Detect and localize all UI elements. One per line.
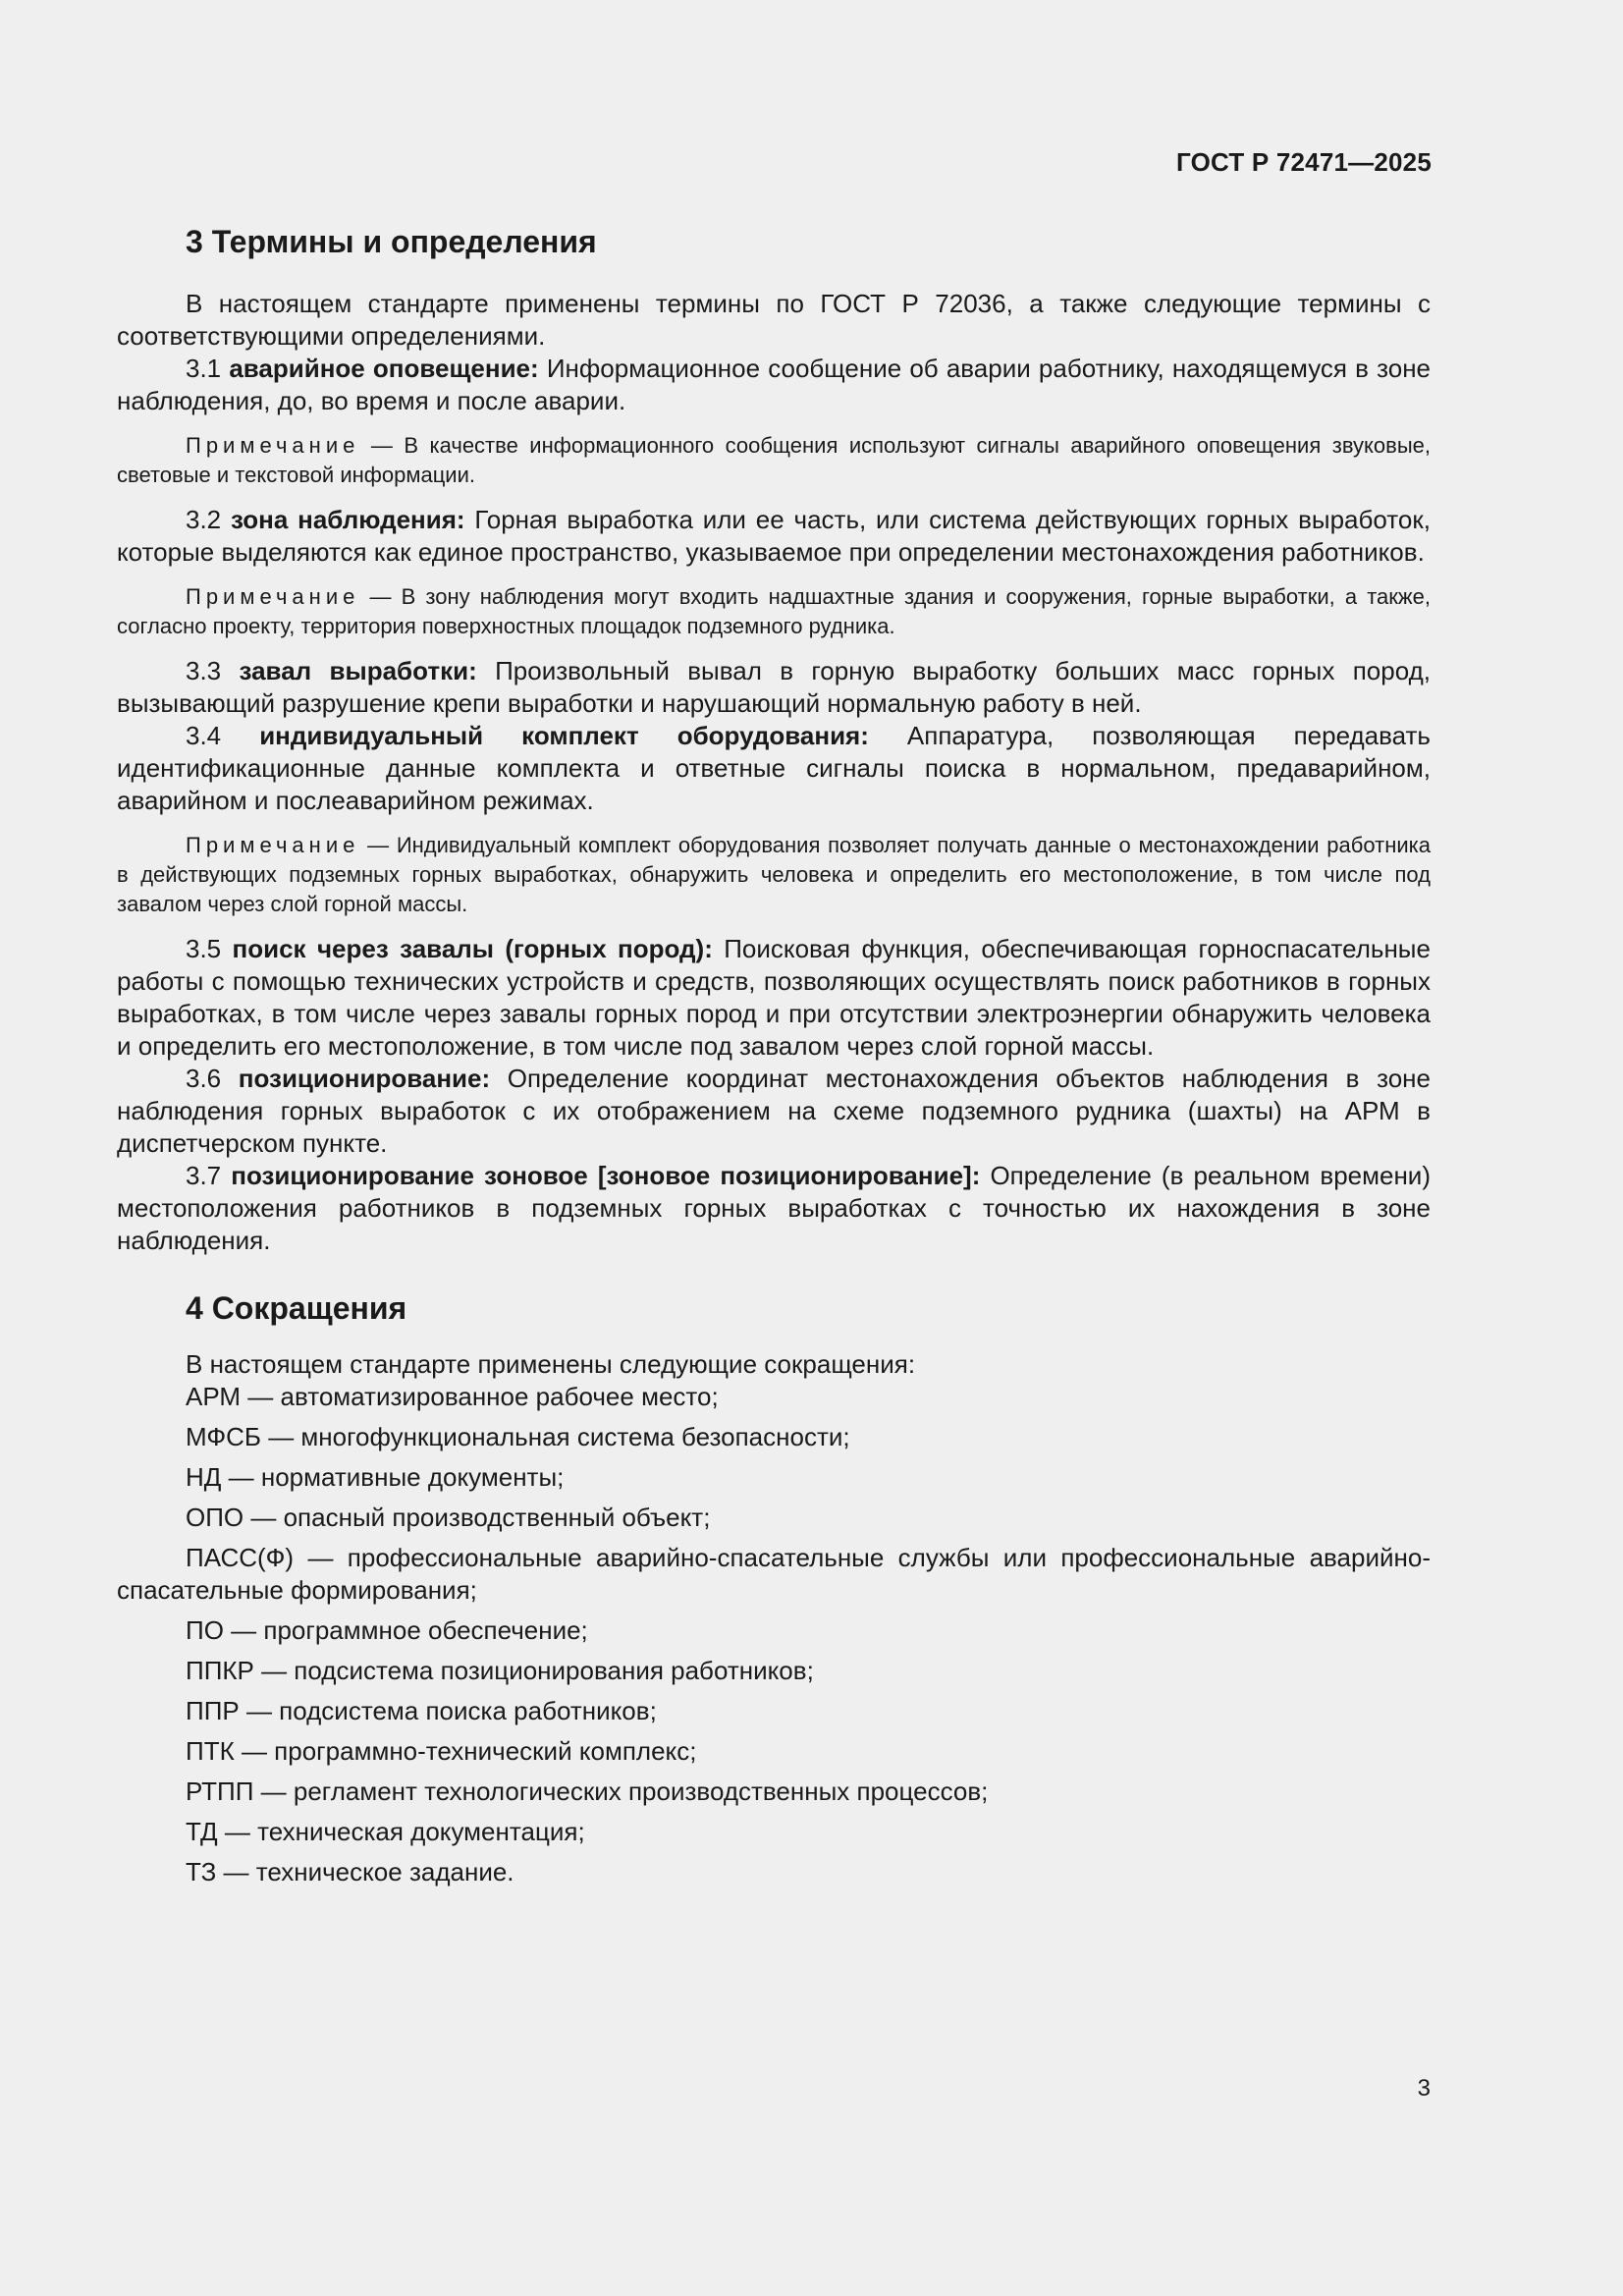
term-text: Горная выработка или ее часть, или система действующих горных выработок, которые выделяются как единое пространство, указываемое при определении местонахождения работников.	[117, 505, 1431, 567]
abbreviation-item: АРМ — автоматизированное рабочее место;	[186, 1382, 719, 1411]
term-definition	[117, 353, 1431, 417]
term-text: Определение (в реальном времени) местоположения работников в подземных горных выработках с точностью их нахождения в зоне наблюдения.	[117, 1161, 1431, 1255]
term-name: зона наблюдения:	[230, 505, 465, 534]
section-3-intro: В настоящем стандарте применены термины по ГОСТ Р 72036, а также следующие термины с соответствующими определениями.	[117, 289, 1431, 351]
term-definition	[117, 720, 1431, 817]
abbreviation-item: ППКР — подсистема позиционирования работников;	[186, 1656, 814, 1685]
term-number: 3.2	[186, 505, 222, 534]
term-name: поиск через завалы (горных пород):	[232, 934, 713, 963]
abbreviation-item: ОПО — опасный производственный объект;	[186, 1503, 711, 1532]
abbreviation-item: ПТК — программно-технический комплекс;	[186, 1736, 697, 1766]
note-label: Примечание	[186, 433, 360, 458]
term-definition	[117, 655, 1431, 720]
term-definition	[117, 1063, 1431, 1160]
page-content	[117, 224, 1431, 1896]
term-number: 3.4	[186, 721, 222, 750]
term-number: 3.3	[186, 656, 222, 685]
abbreviation-item: НД — нормативные документы;	[186, 1462, 565, 1492]
term-text: Произвольный вывал в горную выработку больших масс горных пород, вызывающий разрушение крепи выработки и нарушающий нормальную работу в ней.	[117, 656, 1431, 718]
term-name: аварийное оповещение:	[229, 354, 539, 383]
term-name: индивидуальный комплект оборудования:	[259, 721, 869, 750]
abbreviation-item: ПО — программное обеспечение;	[186, 1615, 588, 1645]
note-text: — В качестве информационного сообщения используют сигналы аварийного оповещения звуковые, световые и текстовой информации.	[117, 433, 1431, 487]
abbreviation-item: ТЗ — техническое задание.	[186, 1857, 514, 1886]
term-text: Поисковая функция, обеспечивающая горноспасательные работы с помощью технических устройств и средств, позволяющих осуществлять поиск работников в горных выработках, в том числе через завалы горных пород и при отсутствии электроэнергии обнаружить человека и определить его местоположение, в том числе под завалом через слой горной массы.	[117, 934, 1431, 1061]
term-text: Определение координат местонахождения объектов наблюдения в зоне наблюдения горных выработок с их отображением на схеме подземного рудника (шахты) на АРМ в диспетчерском пункте.	[117, 1064, 1431, 1158]
abbreviation-item: ПАСС(Ф) — профессиональные аварийно-спасательные службы или профессиональные аварийно-спасательные формирования;	[117, 1543, 1431, 1605]
document-id-header: ГОСТ Р 72471—2025	[1176, 147, 1432, 177]
term-name: позиционирование зоновое [зоновое позиционирование]:	[231, 1161, 981, 1190]
term-number: 3.5	[186, 934, 222, 963]
term-note	[117, 431, 1431, 490]
term-note	[117, 582, 1431, 641]
abbreviations-list	[117, 1381, 1431, 1888]
note-text: — Индивидуальный комплект оборудования позволяет получать данные о местонахождении работника в действующих подземных горных выработках, обнаружить человека и определить его местоположение, в том числе под завалом через слой горной массы.	[117, 833, 1431, 916]
term-definition	[117, 504, 1431, 569]
note-label: Примечание	[186, 833, 360, 857]
term-text: Информационное сообщение об аварии работнику, находящемуся в зоне наблюдения, до, во время и после аварии.	[117, 354, 1432, 415]
abbreviation-item: ППР — подсистема поиска работников;	[186, 1696, 657, 1725]
abbreviation-item: РТПП — регламент технологических производственных процессов;	[186, 1777, 989, 1806]
abbreviation-item: ТД — техническая документация;	[186, 1817, 585, 1846]
term-name: завал выработки:	[239, 656, 477, 685]
note-label: Примечание	[186, 584, 360, 609]
abbreviation-item: МФСБ — многофункциональная система безопасности;	[186, 1422, 850, 1451]
term-name: позиционирование:	[238, 1064, 491, 1093]
section-4-title: 4 Сокращения	[186, 1290, 407, 1326]
note-text: — В зону наблюдения могут входить надшахтные здания и сооружения, горные выработки, а также, согласно проекту, территория поверхностных площадок подземного рудника.	[117, 584, 1431, 638]
term-number: 3.7	[186, 1161, 222, 1190]
term-number: 3.6	[186, 1064, 222, 1093]
terms-list	[117, 353, 1431, 1257]
page-number: 3	[1417, 2075, 1431, 2102]
section-4-intro: В настоящем стандарте применены следующие сокращения:	[186, 1349, 916, 1379]
term-definition	[117, 1160, 1431, 1257]
term-definition	[117, 933, 1431, 1063]
term-note	[117, 831, 1431, 919]
term-text: Аппаратура, позволяющая передавать идентификационные данные комплекта и ответные сигналы поиска в нормальном, предаварийном, аварийном и послеаварийном режимах.	[117, 721, 1431, 815]
term-number: 3.1	[186, 354, 222, 383]
section-3-title: 3 Термины и определения	[186, 224, 597, 259]
